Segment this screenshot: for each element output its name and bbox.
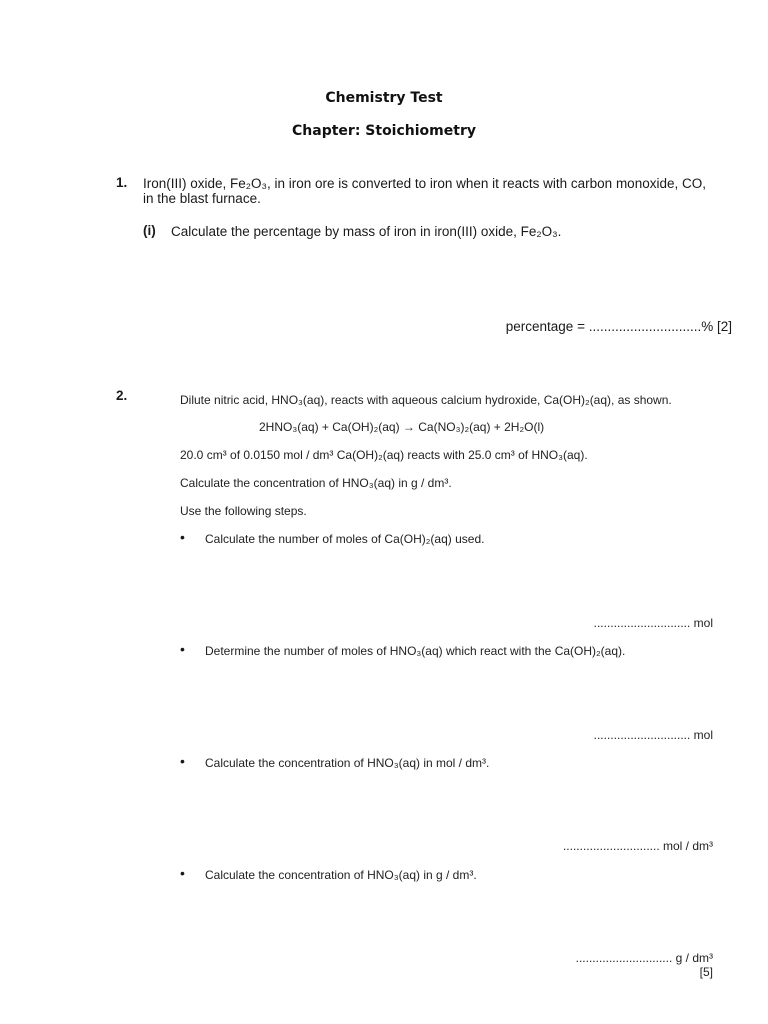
step-3-answer: ............................. mol / dm³ xyxy=(562,839,713,853)
chapter-title: Chapter: Stoichiometry xyxy=(292,123,476,139)
bullet-4: • xyxy=(180,865,185,881)
question-2-steps-intro: Use the following steps. xyxy=(180,504,307,518)
question-2-number: 2. xyxy=(116,388,128,403)
question-1-line-2: in the blast furnace. xyxy=(143,191,261,206)
bullet-3: • xyxy=(180,753,185,769)
question-2-task: Calculate the concentration of HNO₃(aq) in g / dm³. xyxy=(180,476,452,490)
bullet-2: • xyxy=(180,641,185,657)
step-3-text: Calculate the concentration of HNO₃(aq) in mol / dm³. xyxy=(205,756,490,770)
step-2-text: Determine the number of moles of HNO₃(aq) which react with the Ca(OH)₂(aq). xyxy=(205,644,626,658)
question-2-marks: [5] xyxy=(699,965,713,979)
step-1-answer: ............................. mol xyxy=(593,616,713,630)
step-2-answer: ............................. mol xyxy=(593,728,713,742)
step-1-text: Calculate the number of moles of Ca(OH)₂(aq) used. xyxy=(205,532,485,546)
bullet-1: • xyxy=(180,529,185,545)
question-1-part-text: Calculate the percentage by mass of iron in iron(III) oxide, Fe₂O₃. xyxy=(171,224,562,239)
question-2-equation: 2HNO₃(aq) + Ca(OH)₂(aq) → Ca(NO₃)₂(aq) + 2H₂O(l) xyxy=(259,420,545,434)
question-1-line-1: Iron(III) oxide, Fe₂O₃, in iron ore is converted to iron when it reacts with carbon monoxide, CO, xyxy=(143,176,706,191)
question-2-data-line: 20.0 cm³ of 0.0150 mol / dm³ Ca(OH)₂(aq) reacts with 25.0 cm³ of HNO₃(aq). xyxy=(180,448,588,462)
question-2-intro: Dilute nitric acid, HNO₃(aq), reacts with aqueous calcium hydroxide, Ca(OH)₂(aq), as shown. xyxy=(180,393,672,407)
step-4-text: Calculate the concentration of HNO₃(aq) in g / dm³. xyxy=(205,868,477,882)
question-1-answer-line: percentage = ..............................% [2] xyxy=(505,319,732,334)
page-title: Chemistry Test xyxy=(325,90,443,106)
step-4-answer: ............................. g / dm³ xyxy=(575,951,713,965)
question-1-part-label: (i) xyxy=(143,223,156,238)
question-1-number: 1. xyxy=(116,175,128,190)
